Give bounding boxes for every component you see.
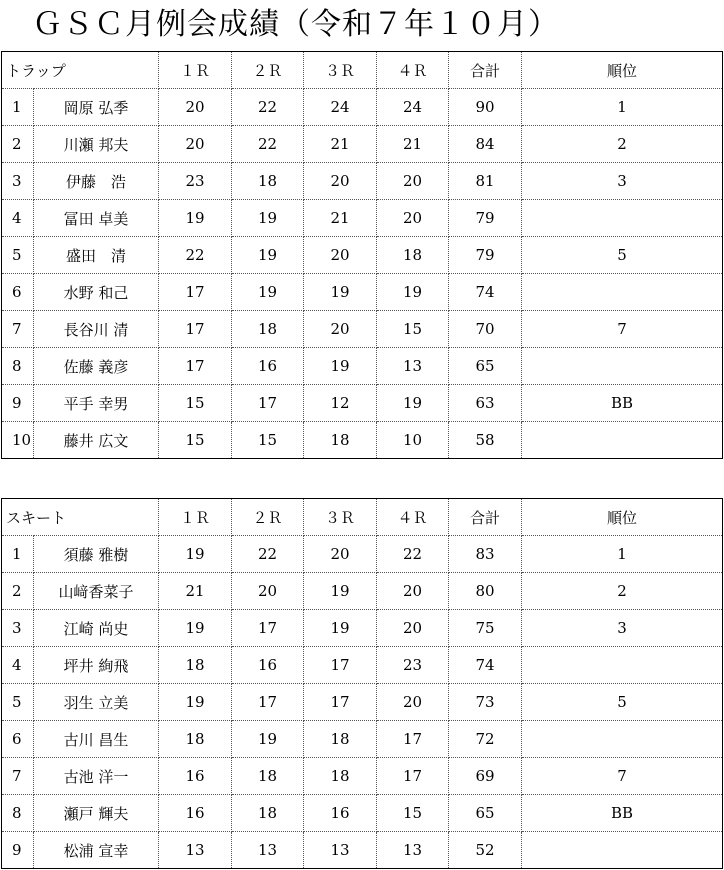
table-row xyxy=(2,721,723,758)
skeet-results-table xyxy=(1,498,723,869)
round2-cell: 16 xyxy=(232,647,304,684)
round3-cell: 18 xyxy=(304,721,377,758)
round3-cell: 17 xyxy=(304,647,377,684)
round2-cell: 16 xyxy=(232,348,304,385)
round1-cell: 15 xyxy=(159,422,232,459)
row-number-cell: 5 xyxy=(2,684,34,721)
rank-cell xyxy=(522,200,723,237)
round2-cell: 19 xyxy=(232,200,304,237)
round4-cell: 15 xyxy=(377,795,449,832)
table-row xyxy=(2,758,723,795)
round4-cell: 18 xyxy=(377,237,449,274)
page-title xyxy=(0,0,724,50)
table-row xyxy=(2,610,723,647)
shooter-name-cell: 瀬戸 輝夫 xyxy=(34,795,159,832)
round3-cell: 18 xyxy=(304,422,377,459)
column-header-1: ２Ｒ xyxy=(232,52,304,89)
round1-cell: 20 xyxy=(159,89,232,126)
column-header-3: ４Ｒ xyxy=(377,499,449,536)
round2-cell: 18 xyxy=(232,311,304,348)
total-cell: 69 xyxy=(449,758,522,795)
table-row xyxy=(2,573,723,610)
round4-cell: 15 xyxy=(377,311,449,348)
row-number-cell: 3 xyxy=(2,610,34,647)
round2-cell: 13 xyxy=(232,832,304,869)
column-header-5: 順位 xyxy=(522,52,723,89)
table-row xyxy=(2,348,723,385)
shooter-name-cell: 伊藤 浩 xyxy=(34,163,159,200)
round1-cell: 22 xyxy=(159,237,232,274)
table-row xyxy=(2,126,723,163)
row-number-cell: 7 xyxy=(2,758,34,795)
round3-cell: 19 xyxy=(304,610,377,647)
total-cell: 73 xyxy=(449,684,522,721)
rank-cell: 1 xyxy=(522,536,723,573)
round2-cell: 18 xyxy=(232,163,304,200)
rank-cell: BB xyxy=(522,795,723,832)
column-header-4: 合計 xyxy=(449,52,522,89)
rank-cell: BB xyxy=(522,385,723,422)
total-cell: 80 xyxy=(449,573,522,610)
round3-cell: 13 xyxy=(304,832,377,869)
rank-cell: 2 xyxy=(522,126,723,163)
table-row xyxy=(2,385,723,422)
round1-cell: 19 xyxy=(159,610,232,647)
round1-cell: 15 xyxy=(159,385,232,422)
skeet-table-body xyxy=(2,499,723,869)
row-number-cell: 6 xyxy=(2,721,34,758)
round3-cell: 19 xyxy=(304,348,377,385)
round2-cell: 17 xyxy=(232,610,304,647)
rank-cell xyxy=(522,832,723,869)
shooter-name-cell: 須藤 雅樹 xyxy=(34,536,159,573)
row-number-cell: 10 xyxy=(2,422,34,459)
shooter-name-cell: 長谷川 清 xyxy=(34,311,159,348)
round4-cell: 21 xyxy=(377,126,449,163)
row-number-cell: 1 xyxy=(2,536,34,573)
round2-cell: 15 xyxy=(232,422,304,459)
rank-cell xyxy=(522,647,723,684)
round4-cell: 20 xyxy=(377,573,449,610)
round1-cell: 17 xyxy=(159,274,232,311)
table-row xyxy=(2,647,723,684)
total-cell: 58 xyxy=(449,422,522,459)
row-number-cell: 4 xyxy=(2,647,34,684)
rank-cell: 2 xyxy=(522,573,723,610)
table-row xyxy=(2,684,723,721)
row-number-cell: 1 xyxy=(2,89,34,126)
shooter-name-cell: 盛田 清 xyxy=(34,237,159,274)
shooter-name-cell: 江崎 尚史 xyxy=(34,610,159,647)
round4-cell: 19 xyxy=(377,274,449,311)
round3-cell: 20 xyxy=(304,163,377,200)
column-header-1: ２Ｒ xyxy=(232,499,304,536)
total-cell: 70 xyxy=(449,311,522,348)
round1-cell: 18 xyxy=(159,721,232,758)
total-cell: 79 xyxy=(449,237,522,274)
round4-cell: 10 xyxy=(377,422,449,459)
shooter-name-cell: 松浦 宣幸 xyxy=(34,832,159,869)
total-cell: 74 xyxy=(449,274,522,311)
shooter-name-cell: 山﨑香菜子 xyxy=(34,573,159,610)
shooter-name-cell: 岡原 弘季 xyxy=(34,89,159,126)
round4-cell: 23 xyxy=(377,647,449,684)
table-row xyxy=(2,832,723,869)
round2-cell: 18 xyxy=(232,758,304,795)
shooter-name-cell: 坪井 絢飛 xyxy=(34,647,159,684)
row-number-cell: 2 xyxy=(2,126,34,163)
round4-cell: 19 xyxy=(377,385,449,422)
round3-cell: 20 xyxy=(304,237,377,274)
column-header-2: ３Ｒ xyxy=(304,499,377,536)
round3-cell: 21 xyxy=(304,126,377,163)
round2-cell: 19 xyxy=(232,274,304,311)
round1-cell: 20 xyxy=(159,126,232,163)
trap-section-label: トラップ xyxy=(2,52,159,89)
skeet-section-label: スキート xyxy=(2,499,159,536)
table-row xyxy=(2,795,723,832)
shooter-name-cell: 佐藤 義彦 xyxy=(34,348,159,385)
round1-cell: 16 xyxy=(159,758,232,795)
table-row xyxy=(2,422,723,459)
total-cell: 84 xyxy=(449,126,522,163)
round4-cell: 24 xyxy=(377,89,449,126)
round3-cell: 19 xyxy=(304,274,377,311)
round4-cell: 20 xyxy=(377,200,449,237)
row-number-cell: 2 xyxy=(2,573,34,610)
column-header-4: 合計 xyxy=(449,499,522,536)
shooter-name-cell: 羽生 立美 xyxy=(34,684,159,721)
row-number-cell: 6 xyxy=(2,274,34,311)
table-row xyxy=(2,163,723,200)
table-row xyxy=(2,89,723,126)
total-cell: 52 xyxy=(449,832,522,869)
round3-cell: 17 xyxy=(304,684,377,721)
round1-cell: 19 xyxy=(159,200,232,237)
rank-cell: 5 xyxy=(522,684,723,721)
round2-cell: 22 xyxy=(232,536,304,573)
table-row xyxy=(2,311,723,348)
rank-cell: 7 xyxy=(522,758,723,795)
round1-cell: 18 xyxy=(159,647,232,684)
total-cell: 65 xyxy=(449,795,522,832)
total-cell: 81 xyxy=(449,163,522,200)
round1-cell: 21 xyxy=(159,573,232,610)
round3-cell: 24 xyxy=(304,89,377,126)
table-row xyxy=(2,200,723,237)
skeet-header-row xyxy=(2,499,723,536)
shooter-name-cell: 古川 昌生 xyxy=(34,721,159,758)
row-number-cell: 5 xyxy=(2,237,34,274)
round3-cell: 16 xyxy=(304,795,377,832)
round1-cell: 19 xyxy=(159,536,232,573)
total-cell: 63 xyxy=(449,385,522,422)
rank-cell: 7 xyxy=(522,311,723,348)
round3-cell: 18 xyxy=(304,758,377,795)
rank-cell xyxy=(522,422,723,459)
rank-cell xyxy=(522,274,723,311)
round1-cell: 17 xyxy=(159,348,232,385)
round4-cell: 13 xyxy=(377,348,449,385)
total-cell: 74 xyxy=(449,647,522,684)
rank-cell xyxy=(522,348,723,385)
page-title-text: ＧＳＣ月例会成績（令和７年１０月） xyxy=(32,7,559,42)
round2-cell: 20 xyxy=(232,573,304,610)
row-number-cell: 4 xyxy=(2,200,34,237)
round3-cell: 12 xyxy=(304,385,377,422)
total-cell: 83 xyxy=(449,536,522,573)
rank-cell: 3 xyxy=(522,610,723,647)
round2-cell: 17 xyxy=(232,684,304,721)
round2-cell: 19 xyxy=(232,237,304,274)
round3-cell: 20 xyxy=(304,311,377,348)
table-row xyxy=(2,536,723,573)
rank-cell xyxy=(522,721,723,758)
round1-cell: 19 xyxy=(159,684,232,721)
round2-cell: 22 xyxy=(232,89,304,126)
row-number-cell: 7 xyxy=(2,311,34,348)
round4-cell: 20 xyxy=(377,163,449,200)
shooter-name-cell: 平手 幸男 xyxy=(34,385,159,422)
row-number-cell: 3 xyxy=(2,163,34,200)
trap-table-body xyxy=(2,52,723,459)
row-number-cell: 9 xyxy=(2,832,34,869)
round1-cell: 23 xyxy=(159,163,232,200)
trap-results-table xyxy=(1,51,723,459)
round4-cell: 17 xyxy=(377,758,449,795)
round3-cell: 21 xyxy=(304,200,377,237)
shooter-name-cell: 藤井 広文 xyxy=(34,422,159,459)
table-row xyxy=(2,274,723,311)
row-number-cell: 8 xyxy=(2,348,34,385)
column-header-2: ３Ｒ xyxy=(304,52,377,89)
rank-cell: 5 xyxy=(522,237,723,274)
total-cell: 65 xyxy=(449,348,522,385)
table-row xyxy=(2,237,723,274)
round1-cell: 13 xyxy=(159,832,232,869)
column-header-5: 順位 xyxy=(522,499,723,536)
round2-cell: 19 xyxy=(232,721,304,758)
round1-cell: 17 xyxy=(159,311,232,348)
round1-cell: 16 xyxy=(159,795,232,832)
round2-cell: 18 xyxy=(232,795,304,832)
round4-cell: 13 xyxy=(377,832,449,869)
column-header-0: １Ｒ xyxy=(159,52,232,89)
column-header-3: ４Ｒ xyxy=(377,52,449,89)
trap-header-row xyxy=(2,52,723,89)
shooter-name-cell: 水野 和己 xyxy=(34,274,159,311)
round3-cell: 20 xyxy=(304,536,377,573)
column-header-0: １Ｒ xyxy=(159,499,232,536)
shooter-name-cell: 古池 洋一 xyxy=(34,758,159,795)
shooter-name-cell: 川瀬 邦夫 xyxy=(34,126,159,163)
round4-cell: 17 xyxy=(377,721,449,758)
round4-cell: 20 xyxy=(377,684,449,721)
total-cell: 72 xyxy=(449,721,522,758)
total-cell: 90 xyxy=(449,89,522,126)
rank-cell: 3 xyxy=(522,163,723,200)
round4-cell: 22 xyxy=(377,536,449,573)
row-number-cell: 9 xyxy=(2,385,34,422)
rank-cell: 1 xyxy=(522,89,723,126)
total-cell: 79 xyxy=(449,200,522,237)
round3-cell: 19 xyxy=(304,573,377,610)
round4-cell: 20 xyxy=(377,610,449,647)
total-cell: 75 xyxy=(449,610,522,647)
round2-cell: 17 xyxy=(232,385,304,422)
round2-cell: 22 xyxy=(232,126,304,163)
row-number-cell: 8 xyxy=(2,795,34,832)
shooter-name-cell: 冨田 卓美 xyxy=(34,200,159,237)
